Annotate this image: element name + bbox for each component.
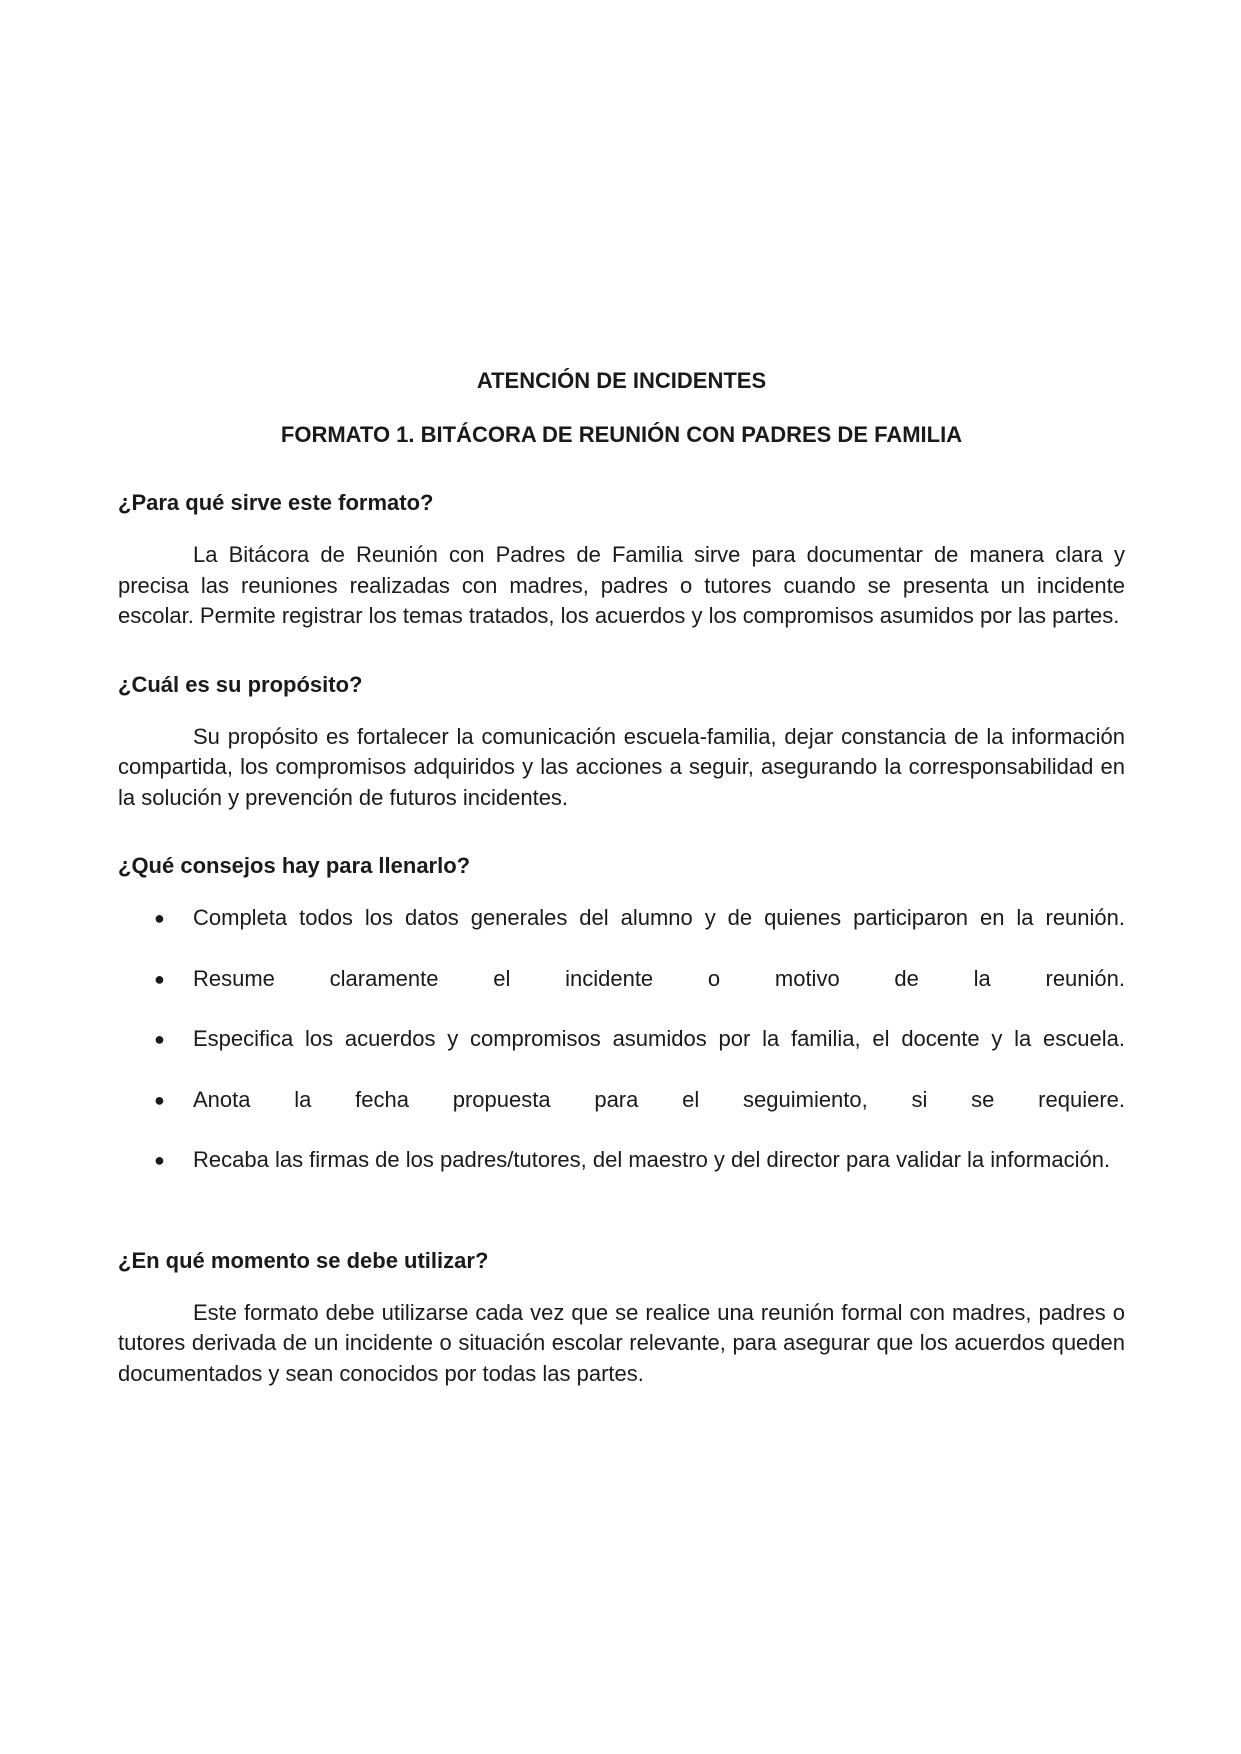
list-item bbox=[118, 964, 1125, 995]
list-item bbox=[118, 1145, 1125, 1176]
paragraph-momento-uso: Este formato debe utilizarse cada vez que se realice una reunión formal con madres, padres o tutores derivada de un incidente o situación escolar relevante, para asegurar que los acuerdos queden documentados y sean conocidos por todas las partes. bbox=[118, 1299, 1125, 1386]
document-title: ATENCIÓN DE INCIDENTES bbox=[476, 368, 767, 393]
heading-para-que-sirve: ¿Para qué sirve este formato? bbox=[118, 490, 434, 515]
list-item-text: Completa todos los datos generales del alumno y de quienes participaron en la reunión. bbox=[193, 905, 1125, 930]
list-item-text: Anota la fecha propuesta para el seguimiento, si se requiere. bbox=[193, 1086, 1125, 1112]
paragraph-proposito: Su propósito es fortalecer la comunicación escuela-familia, dejar constancia de la información compartida, los compromisos adquiridos y las acciones a seguir, asegurando la corresponsabilidad en la solución y prevención de futuros incidentes. bbox=[118, 723, 1125, 810]
heading-proposito: ¿Cuál es su propósito? bbox=[118, 671, 363, 697]
list-item-text: Especifica los acuerdos y compromisos asumidos por la familia, el docente y la escuela. bbox=[193, 1026, 1125, 1051]
bullet-icon: ● bbox=[154, 1150, 165, 1170]
bullet-icon: ● bbox=[154, 968, 165, 989]
heading-consejos: ¿Qué consejos hay para llenarlo? bbox=[118, 853, 471, 878]
bullet-icon: ● bbox=[154, 908, 165, 928]
paragraph-para-que-sirve: La Bitácora de Reunión con Padres de Familia sirve para documentar de manera clara y precisa las reuniones realizadas con madres, padres o tutores cuando se presenta un incidente escolar. Permite registrar los temas tratados, los acuerdos y los compromisos asumidos por las partes. bbox=[118, 542, 1125, 628]
list-item bbox=[118, 903, 1125, 934]
list-item-text: Recaba las firmas de los padres/tutores, del maestro y del director para validar la información. bbox=[193, 1147, 1111, 1172]
list-item bbox=[118, 1085, 1125, 1116]
heading-momento-uso: ¿En qué momento se debe utilizar? bbox=[118, 1247, 489, 1273]
bullet-icon: ● bbox=[154, 1089, 165, 1110]
tips-list bbox=[118, 903, 1125, 1176]
document-body bbox=[118, 366, 1125, 1389]
bullet-icon: ● bbox=[154, 1029, 165, 1049]
list-item-text: Resume claramente el incidente o motivo de la reunión. bbox=[193, 965, 1125, 991]
document-subtitle: FORMATO 1. BITÁCORA DE REUNIÓN CON PADRES DE FAMILIA bbox=[280, 422, 963, 447]
list-item bbox=[118, 1024, 1125, 1055]
